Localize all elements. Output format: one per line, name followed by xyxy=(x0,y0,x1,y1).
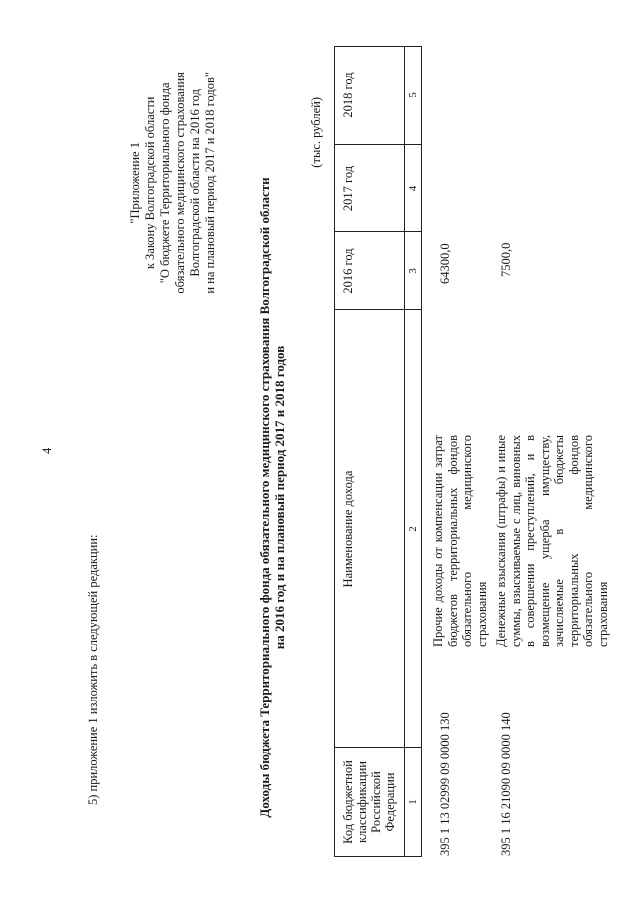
column-number: 1 xyxy=(407,799,419,805)
page-number: 4 xyxy=(40,447,54,454)
header-2018: 2018 год xyxy=(341,72,355,118)
header-name: Наименование дохода xyxy=(341,470,355,588)
appendix-line: обязательного медицинского страхования xyxy=(173,72,187,294)
column-number: 4 xyxy=(407,185,419,192)
income-table xyxy=(334,46,422,857)
header-2017: 2017 год xyxy=(341,165,355,212)
row-name: Прочие доходы от компенсации затрат бюджетов территориальных фондов обязательного медицинского страхования xyxy=(431,435,489,647)
appendix-line: к Закону Волгоградской области xyxy=(143,96,157,270)
appendix-line: "О бюджете Территориального фонда xyxy=(158,82,172,284)
row-name: Денежные взыскания (штрафы) и иные суммы, взыскиваемые с лиц, виновных в совершении преступлений, и в возмещение ущерба имуществу, зачисляемые в бюджеты территориальных фондов обязательного медицинского страхования xyxy=(494,435,610,647)
title-line: Доходы бюджета Территориального фонда обязательного медицинского страхования Волгоградской области xyxy=(257,177,272,818)
column-number: 3 xyxy=(407,268,419,274)
appendix-line: "Приложение 1 xyxy=(128,142,142,224)
appendix-line: Волгоградской области на 2016 год xyxy=(188,89,202,277)
appendix-heading xyxy=(128,72,218,294)
column-number: 5 xyxy=(407,92,419,98)
appendix-line: и на плановый период 2017 и 2018 годов" xyxy=(203,72,217,294)
header-code: Код бюджетной классификации Российской Федерации xyxy=(341,760,397,844)
title-line: на 2016 год и на плановый период 2017 и 2018 годов xyxy=(272,345,287,650)
row-value-2016: 64300,0 xyxy=(438,243,452,284)
row-code: 395 1 13 02999 09 0000 130 xyxy=(438,712,452,856)
row-value-2016: 7500,0 xyxy=(499,242,513,277)
column-number: 2 xyxy=(407,526,419,532)
document-title xyxy=(257,130,287,865)
intro-text: 5) приложение 1 изложить в следующей редакции: xyxy=(86,534,100,805)
row-code: 395 1 16 21090 09 0000 140 xyxy=(499,712,513,856)
header-2016: 2016 год xyxy=(341,248,355,294)
row-divider xyxy=(404,47,405,856)
units-note: (тыс. рублей) xyxy=(309,97,323,168)
